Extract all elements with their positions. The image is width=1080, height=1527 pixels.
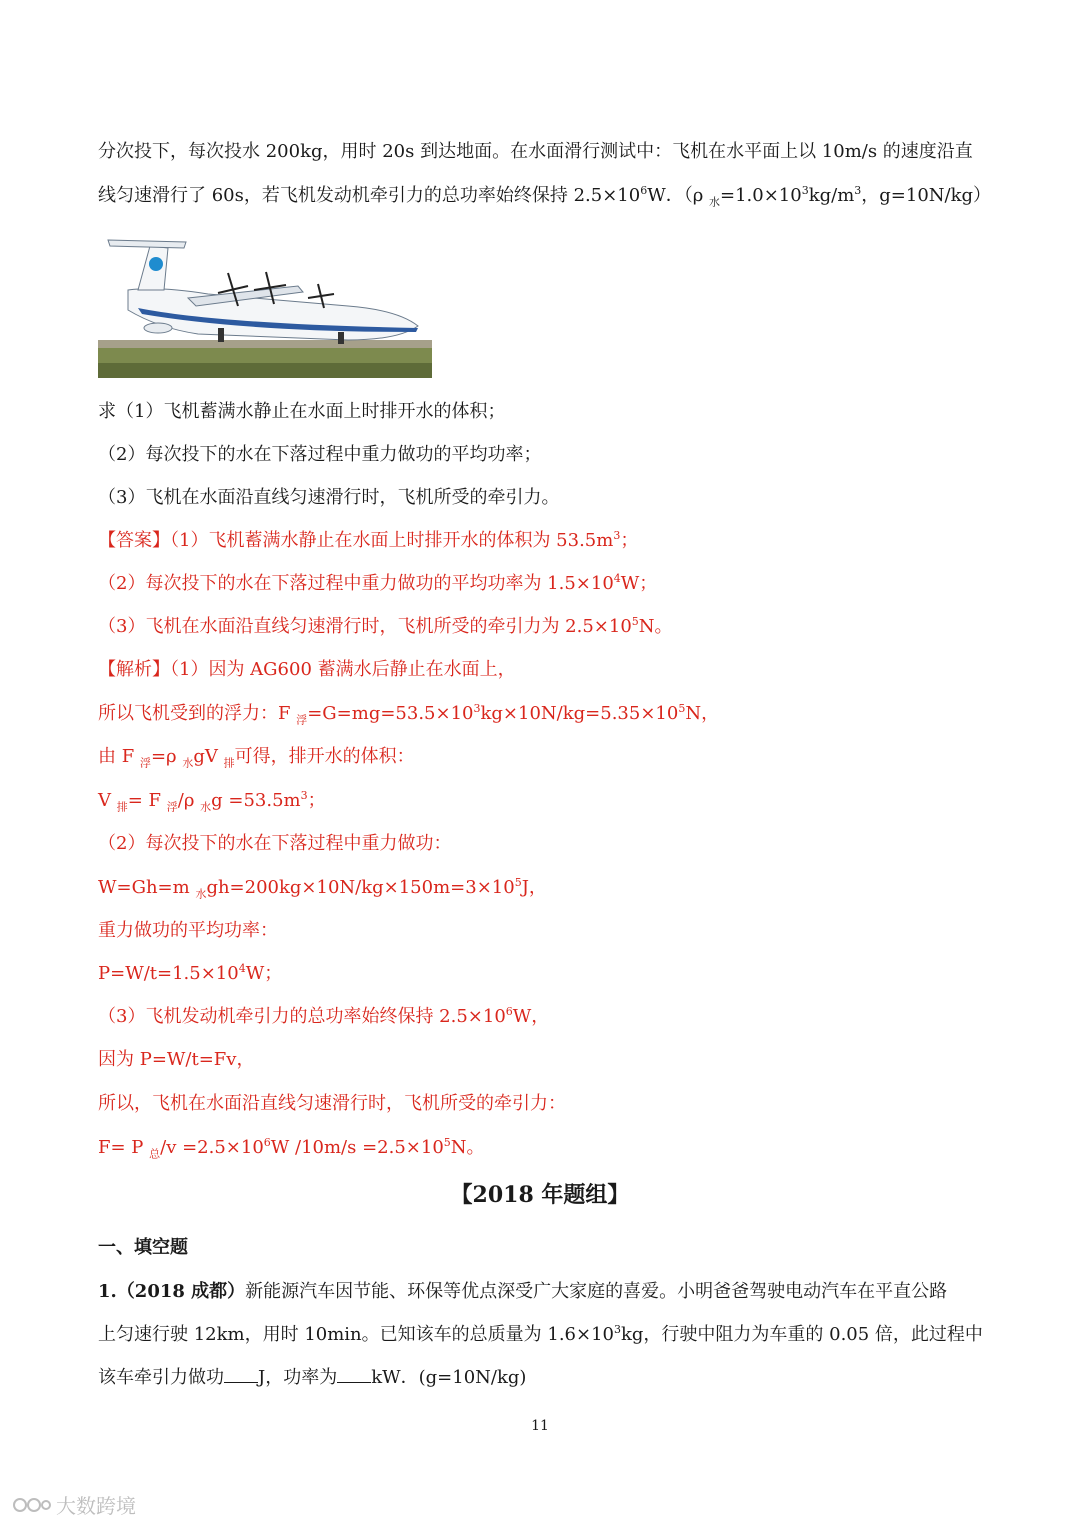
answer-blank-1[interactable]	[224, 1366, 258, 1383]
page-number: 11	[531, 1418, 549, 1434]
question-2: （2）每次投下的水在下落过程中重力做功的平均功率；	[98, 444, 542, 465]
watermark	[12, 1490, 136, 1519]
question-1: 求（1）飞机蓄满水静止在水面上时排开水的体积；	[98, 401, 506, 422]
analysis-line-4: V $_排$= F $_浮$/ρ $_水g =53.5m^3$；	[98, 789, 326, 814]
watermark-text: 大数跨境	[56, 1494, 136, 1518]
analysis-line-6: W=Gh=m $_水gh=200kg\times 10N/kg\times 150m=3\times 10^5J$，	[98, 876, 547, 901]
analysis-line-3: 由 F $_浮$=ρ $_水$gV $_排$可得，排开水的体积：	[98, 746, 415, 770]
analysis-line-11: 所以，飞机在水面沿直线匀速滑行时，飞机所受的牵引力：	[98, 1093, 566, 1114]
amphibious-plane-photo	[98, 228, 432, 378]
analysis-line-10: 因为 P=W/t=Fv，	[98, 1049, 255, 1070]
analysis-line-7: 重力做功的平均功率：	[98, 920, 278, 941]
analysis-line-1: 【解析】（1）因为 AG600 蓄满水后静止在水面上，	[98, 659, 516, 680]
answer-line-1: 【答案】（1）飞机蓄满水静止在水面上时排开水的体积为 $53.5m^3$；	[98, 529, 639, 551]
problem-line-1: 1.（2018 成都）新能源汽车因节能、环保等优点深受广大家庭的喜爱。小明爸爸驾驶电动汽车在平直公路	[98, 1281, 948, 1302]
question-3: （3）飞机在水面沿直线匀速滑行时，飞机所受的牵引力。	[98, 487, 560, 508]
answer-line-3: （3）飞机在水面沿直线匀速滑行时，飞机所受的牵引力为 $2.5\times 10^5N$。	[98, 615, 673, 637]
intro-line-1: 分次投下，每次投水 200kg，用时 20s 到达地面。在水面滑行测试中：飞机在水平面上以 10m/s 的速度沿直	[98, 141, 973, 162]
problem-line-3: 该车牵引力做功 J，功率为 kW．(g=10N/kg)	[98, 1367, 527, 1388]
analysis-line-2: 所以飞机受到的浮力：F $_浮=G=mg=53.5\times 10^3kg\times 10N/kg=5.35\times 10^5N$，	[98, 702, 720, 727]
answer-line-2: （2）每次投下的水在下落过程中重力做功的平均功率为 $1.5\times 10^4W$；	[98, 572, 658, 594]
problem-line-2: 上匀速行驶 12km，用时 10min。已知该车的总质量为 $1.6\times 10^3kg$，行驶中阻力为车重的 0.05 倍，此过程中	[98, 1323, 983, 1345]
watermark-logo-icon	[12, 1493, 52, 1517]
analysis-line-9: （3）飞机发动机牵引力的总功率始终保持 $2.5\times 10^6W$，	[98, 1005, 550, 1027]
analysis-line-8: $P=W/t=1.5\times 10^4W$；	[98, 962, 283, 984]
answer-blank-2[interactable]	[337, 1366, 371, 1383]
section-heading: 一、填空题	[98, 1237, 188, 1258]
analysis-line-5: （2）每次投下的水在下落过程中重力做功：	[98, 833, 452, 854]
intro-line-2: 线匀速滑行了 60s，若飞机发动机牵引力的总功率始终保持 $2.5\times 10^6W$．（ρ $_水=1.0\times 10^3kg/m^3$，g=10N/kg）	[98, 184, 992, 209]
analysis-line-12: F= P $_总/v =2.5\times 10^6W$ $/10m/s =2.5\times 10^5N$。	[98, 1136, 485, 1161]
group-title: 【2018 年题组】	[450, 1182, 630, 1208]
problem-number: 1.（2018 成都）	[98, 1281, 246, 1302]
